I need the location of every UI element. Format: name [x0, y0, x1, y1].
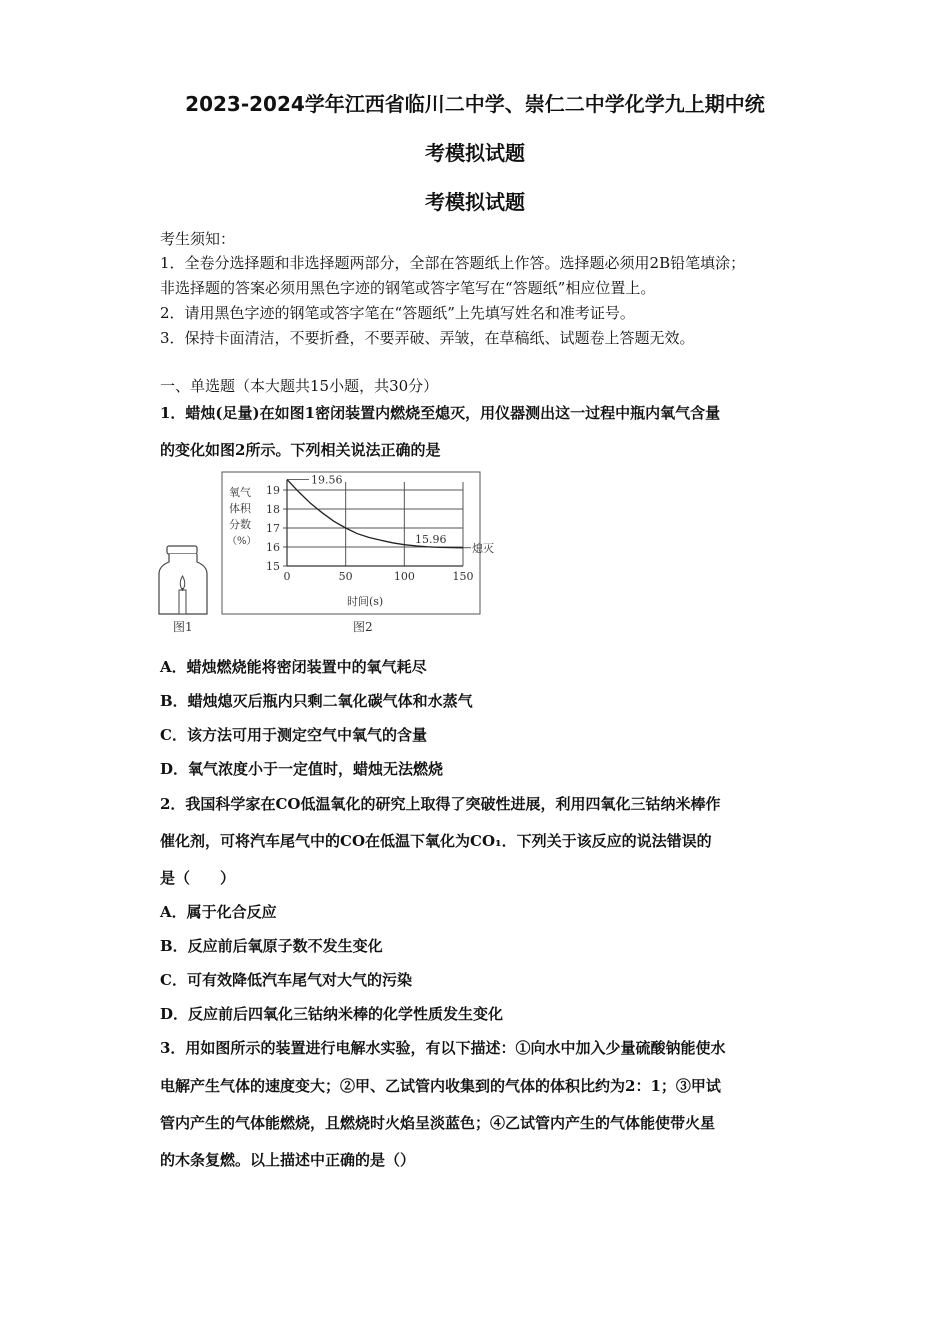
notice-line-2: 非选择题的答案必须用黑色字迹的钢笔或答字笔写在“答题纸”相应位置上。	[160, 279, 656, 297]
q2-stem-line1: 2．我国科学家在CO低温氧化的研究上取得了突破性进展，利用四氧化三钴纳米棒作	[160, 795, 721, 813]
q2-option-c: C．可有效降低汽车尾气对大气的污染	[160, 971, 412, 989]
exam-title-line3: 考模拟试题	[425, 190, 525, 214]
q1-option-c: C．该方法可用于测定空气中氧气的含量	[160, 726, 427, 744]
q1-stem-line1: 1．蜡烛(足量)在如图1密闭装置内燃烧至熄灭，用仪器测出这一过程中瓶内氧气含量	[160, 404, 721, 422]
notice-line-1: 1．全卷分选择题和非选择题两部分，全部在答题纸上作答。选择题必须用2B铅笔填涂；	[160, 254, 746, 272]
q1-option-a: A．蜡烛燃烧能将密闭装置中的氧气耗尽	[160, 658, 427, 676]
q2-option-a: A．属于化合反应	[160, 903, 277, 921]
q2-stem-line2: 催化剂，可将汽车尾气中的CO在低温下氧化为CO₁．下列关于该反应的说法错误的	[160, 832, 712, 850]
y-label-1: 氧气	[229, 486, 251, 499]
start-value-label: 19.56	[311, 473, 343, 487]
x-tick-label: 100	[393, 570, 415, 583]
fig2-label: 图2	[353, 620, 373, 634]
q1-figure	[155, 470, 494, 640]
notice-line-3: 2．请用黑色字迹的钢笔或答字笔在“答题纸”上先填写姓名和准考证号。	[160, 304, 635, 322]
q3-line-2: 电解产生气体的速度变大；②甲、乙试管内收集到的气体的体积比约为2：1；③甲试	[160, 1077, 721, 1095]
y-label-3: 分数	[229, 518, 251, 531]
y-label-2: 体积	[229, 502, 251, 515]
extinguished-label: 熄灭	[472, 541, 494, 555]
fig1-label: 图1	[173, 620, 193, 634]
y-tick-label: 15	[266, 560, 280, 573]
q1-stem-line2: 的变化如图2所示。下列相关说法正确的是	[160, 441, 441, 459]
exam-title-line2: 考模拟试题	[425, 141, 525, 165]
y-tick-label: 19	[266, 484, 280, 497]
y-tick-label: 17	[266, 522, 280, 535]
q1-option-b: B．蜡烛熄灭后瓶内只剩二氧化碳气体和水蒸气	[160, 692, 473, 710]
exam-title-line1: 2023-2024学年江西省临川二中学、崇仁二中学化学九上期中统	[185, 92, 765, 116]
candle-bottle-illustration	[159, 546, 207, 614]
y-label-4: （%）	[227, 536, 257, 547]
q3-line-4: 的木条复燃。以上描述中正确的是（）	[160, 1151, 416, 1169]
q1-option-d: D．氧气浓度小于一定值时，蜡烛无法燃烧	[160, 760, 444, 778]
q2-option-d: D．反应前后四氧化三钴纳米棒的化学性质发生变化	[160, 1005, 504, 1023]
end-value-label: 15.96	[415, 532, 447, 546]
y-tick-label: 16	[266, 541, 280, 554]
q1-figure-svg	[155, 470, 494, 640]
section-heading: 一、单选题（本大题共15小题，共30分）	[160, 377, 439, 395]
x-tick-label: 150	[452, 570, 474, 583]
q3-line-3: 管内产生的气体能燃烧，且燃烧时火焰呈淡蓝色；④乙试管内产生的气体能使带火星	[160, 1114, 716, 1132]
notice-heading: 考生须知：	[160, 230, 236, 248]
y-tick-label: 18	[266, 503, 280, 516]
x-axis-label: 时间(s)	[347, 595, 384, 608]
q2-option-b: B．反应前后氧原子数不发生变化	[160, 937, 383, 955]
oxygen-chart	[266, 473, 494, 583]
q2-stem-line3: 是（ ）	[160, 869, 236, 887]
q3-line-1: 3．用如图所示的装置进行电解水实验，有以下描述：①向水中加入少量硫酸钠能使水	[160, 1039, 726, 1057]
notice-line-4: 3．保持卡面清洁，不要折叠，不要弄破、弄皱，在草稿纸、试题卷上答题无效。	[160, 329, 695, 347]
x-tick-label: 0	[283, 570, 291, 583]
x-tick-label: 50	[338, 570, 353, 583]
